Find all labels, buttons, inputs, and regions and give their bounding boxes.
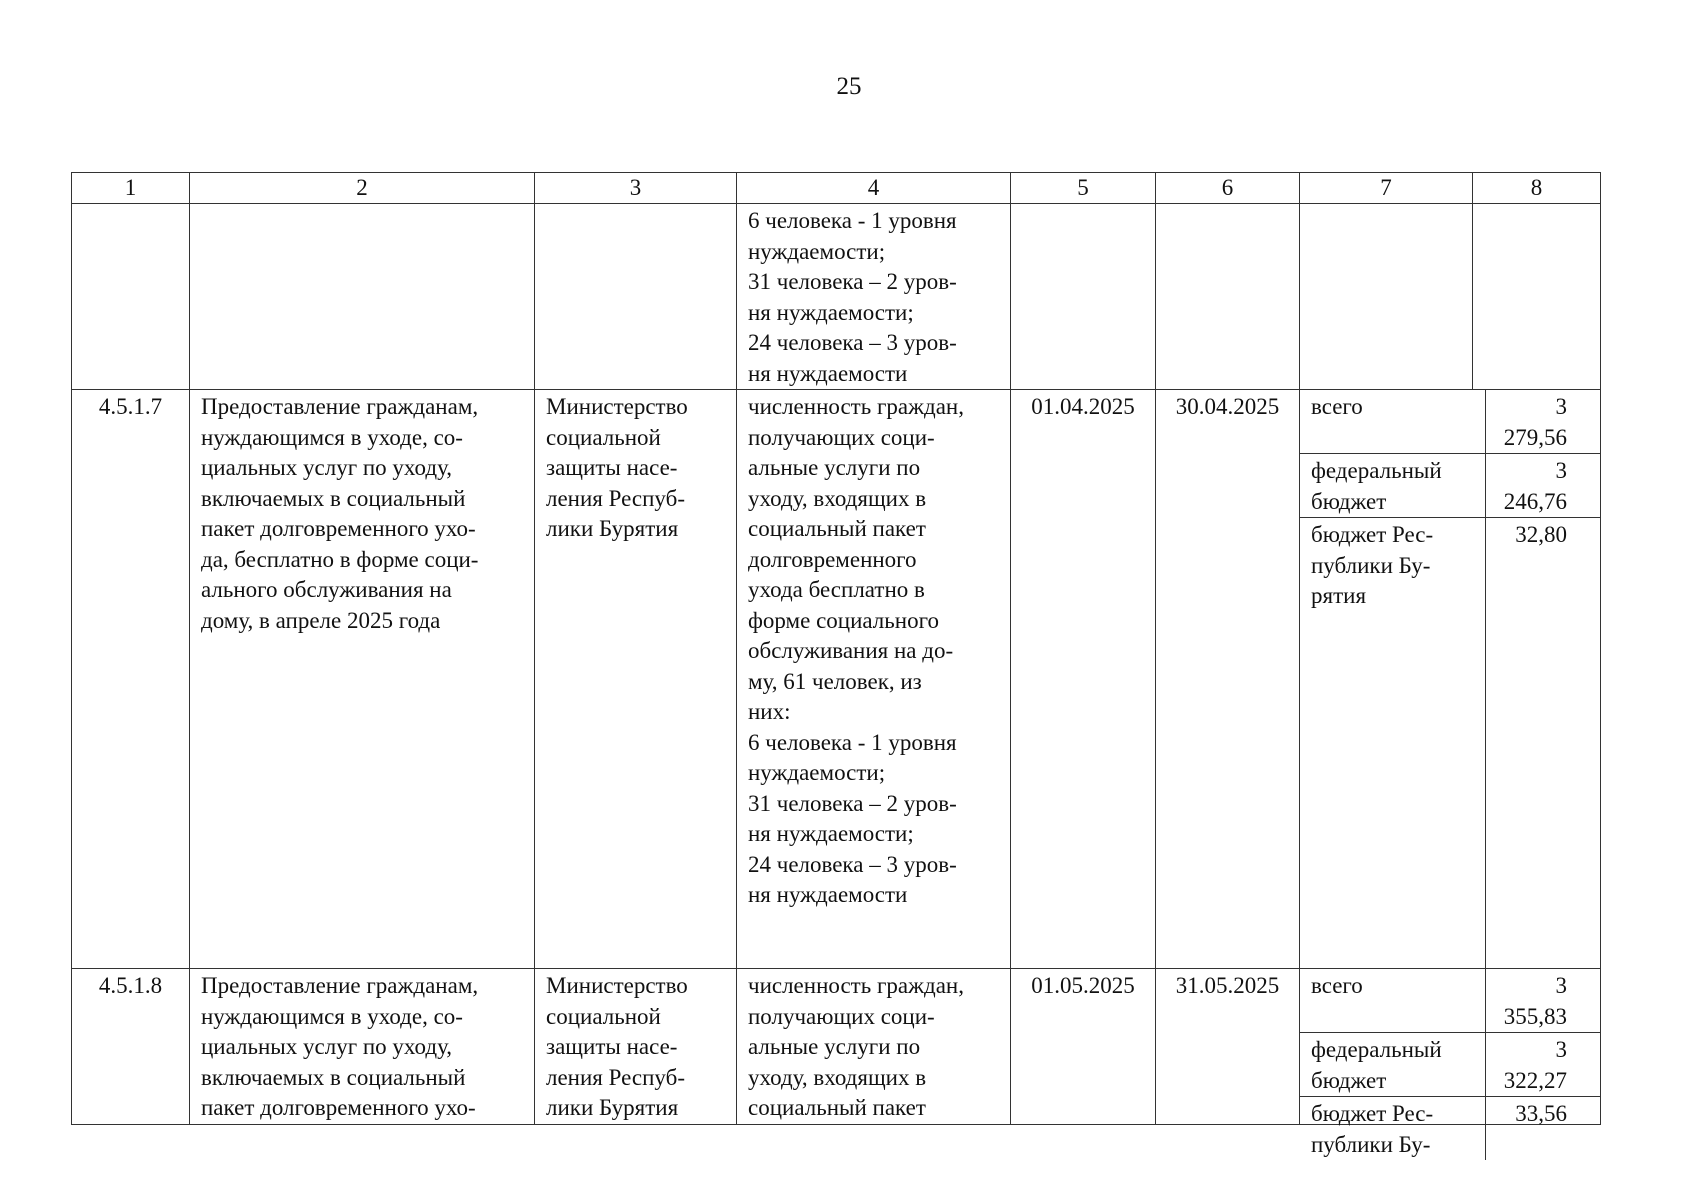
- table-row: [72, 969, 1601, 1125]
- start-date: 01.05.2025: [1031, 973, 1135, 998]
- table-row: [72, 390, 1601, 969]
- funding-label: всего: [1311, 394, 1363, 419]
- funding-row-regional: [1300, 518, 1600, 968]
- indicator-text: 6 человека - 1 уровня нуждаемости; 31 человека – 2 уров- ня нуждаемости; 24 человека – 3 уров- ня нуждаемости: [748, 208, 957, 386]
- funding-sources: [1300, 390, 1601, 969]
- start-date: 01.04.2025: [1031, 394, 1135, 419]
- cell-source: [1300, 204, 1473, 390]
- indicator-text: численность граждан, получающих соци- альные услуги по уходу, входящих в социальный пакет долговременного ухода бесплатно в форме социального обслуживания на до- му, 61 человек, из них: 6 человека - 1 уровня нуждаемости; 31 человека – 2 уров- ня нуждаемости; 24 человека – 3 уров- ня нуждаемости: [748, 394, 964, 907]
- column-header-5: 5: [1011, 173, 1156, 204]
- funding-amount: 3 355,83: [1485, 969, 1600, 1032]
- cell-number: [72, 204, 190, 390]
- cell-start-date: [1011, 390, 1156, 969]
- funding-label: федеральный бюджет: [1311, 1037, 1442, 1093]
- funding-row-total: [1300, 969, 1600, 1033]
- funding-amount: 3 246,76: [1485, 454, 1600, 517]
- column-header-7: 7: [1300, 173, 1473, 204]
- column-header-4: 4: [737, 173, 1011, 204]
- cell-end-date: [1156, 204, 1300, 390]
- funding-amount: 3 279,56: [1485, 390, 1600, 453]
- cell-executor: [535, 969, 737, 1125]
- cell-end-date: [1156, 390, 1300, 969]
- end-date: 31.05.2025: [1175, 973, 1280, 998]
- cell-end-date: [1156, 969, 1300, 1125]
- row-number: 4.5.1.8: [98, 973, 163, 998]
- executor-text: Министерство социальной защиты насе- ления Респуб- лики Бурятия: [546, 394, 688, 541]
- column-header-1: 1: [72, 173, 190, 204]
- measure-text: Предоставление гражданам, нуждающимся в уходе, со- циальных услуг по уходу, включаемых в социальный пакет долговременного ухо-: [201, 973, 479, 1120]
- cell-amount: [1473, 204, 1601, 390]
- executor-text: Министерство социальной защиты насе- ления Респуб- лики Бурятия: [546, 973, 688, 1120]
- column-header-2: 2: [190, 173, 535, 204]
- column-header-3: 3: [535, 173, 737, 204]
- page-number: 25: [836, 73, 862, 100]
- row-number: 4.5.1.7: [98, 394, 163, 419]
- cell-measure: [190, 204, 535, 390]
- funding-row-regional: [1300, 1097, 1600, 1160]
- cell-measure: [190, 390, 535, 969]
- funding-sources: [1300, 969, 1601, 1157]
- cell-indicator: [737, 204, 1011, 390]
- end-date: 30.04.2025: [1175, 394, 1280, 419]
- funding-label: бюджет Рес- публики Бу- рятия: [1311, 522, 1434, 608]
- cell-start-date: [1011, 969, 1156, 1125]
- funding-row-total: [1300, 390, 1600, 454]
- cell-executor: [535, 390, 737, 969]
- funding-amount: 3 322,27: [1485, 1033, 1600, 1096]
- funding-label: федеральный бюджет: [1311, 458, 1442, 514]
- column-number-row: [72, 173, 1601, 204]
- cell-number: [72, 390, 190, 969]
- funding-row-federal: [1300, 1033, 1600, 1097]
- measure-text: Предоставление гражданам, нуждающимся в уходе, со- циальных услуг по уходу, включаемых в социальный пакет долговременного ухо- да, бесплатно в форме соци- ального обслуживания на дому, в апреле 2025 года: [201, 394, 479, 633]
- cell-indicator: [737, 390, 1011, 969]
- funding-amount: 32,80: [1485, 518, 1600, 968]
- cell-number: [72, 969, 190, 1125]
- funding-amount: 33,56: [1485, 1097, 1600, 1160]
- cell-start-date: [1011, 204, 1156, 390]
- column-header-6: 6: [1156, 173, 1300, 204]
- column-header-8: 8: [1473, 173, 1601, 204]
- continuation-row: [72, 204, 1601, 390]
- funding-row-federal: [1300, 454, 1600, 518]
- funding-label: всего: [1311, 973, 1363, 998]
- indicator-text: численность граждан, получающих соци- альные услуги по уходу, входящих в социальный пакет: [748, 973, 964, 1120]
- cell-indicator: [737, 969, 1011, 1125]
- cell-measure: [190, 969, 535, 1125]
- measures-table: [71, 172, 1601, 1157]
- cell-executor: [535, 204, 737, 390]
- funding-label: бюджет Рес- публики Бу-: [1311, 1101, 1434, 1157]
